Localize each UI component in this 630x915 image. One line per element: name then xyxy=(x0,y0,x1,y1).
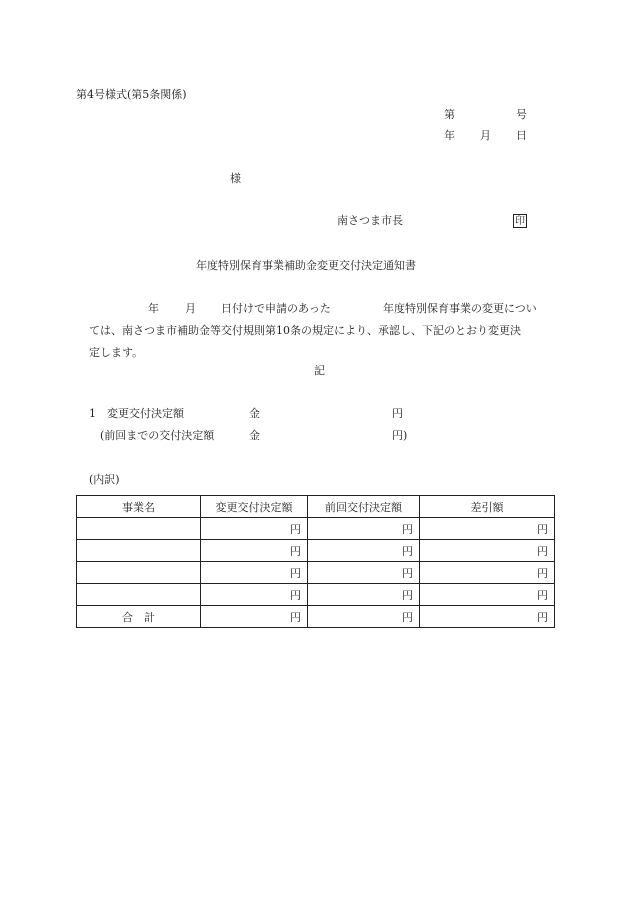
header-changed-amount: 変更交付決定額 xyxy=(201,496,308,518)
number-prefix: 第 xyxy=(444,108,455,121)
table-row xyxy=(77,540,555,562)
cell-difference: 円 xyxy=(420,540,555,562)
cell-changed-amount: 円 xyxy=(201,562,308,584)
cell-total-label: 合 計 xyxy=(77,606,201,628)
item1-label: 1 変更交付決定額 xyxy=(89,407,184,420)
body-line-2: ては、南さつま市補助金等交付規則第10条の規定により、承認し、下記のとおり変更決 xyxy=(89,324,521,337)
cell-previous-amount: 円 xyxy=(308,540,420,562)
cell-project-name xyxy=(77,518,201,540)
table-total-row xyxy=(77,606,555,628)
date-month: 月 xyxy=(480,129,491,142)
date-year: 年 xyxy=(444,129,455,142)
number-suffix: 号 xyxy=(516,108,527,121)
breakdown-label: (内訳) xyxy=(89,473,120,486)
cell-difference: 円 xyxy=(420,562,555,584)
cell-project-name xyxy=(77,540,201,562)
cell-previous-amount: 円 xyxy=(308,584,420,606)
issuer-name: 南さつま市長 xyxy=(337,214,403,227)
body-day-clause: 日付けで申請のあった xyxy=(221,302,331,315)
document-title: 年度特別保育事業補助金変更交付決定通知書 xyxy=(196,259,416,272)
cell-changed-amount: 円 xyxy=(201,518,308,540)
header-previous-amount: 前回交付決定額 xyxy=(308,496,420,518)
header-project-name: 事業名 xyxy=(77,496,201,518)
body-project-clause: 年度特別保育事業の変更につい xyxy=(383,302,537,315)
seal-stamp: 印 xyxy=(515,216,525,227)
breakdown-table xyxy=(76,495,555,628)
cell-previous-amount: 円 xyxy=(308,562,420,584)
ki-heading: 記 xyxy=(314,364,325,377)
item2-yen: 円) xyxy=(392,429,408,442)
header-difference: 差引額 xyxy=(420,496,555,518)
body-line-1 xyxy=(89,298,555,320)
item1-kin: 金 xyxy=(249,407,260,420)
cell-total-changed: 円 xyxy=(201,606,308,628)
addressee-suffix: 様 xyxy=(230,172,241,185)
body-year: 年 xyxy=(148,302,159,315)
item2-kin: 金 xyxy=(249,429,260,442)
table-row xyxy=(77,562,555,584)
cell-difference: 円 xyxy=(420,518,555,540)
cell-previous-amount: 円 xyxy=(308,518,420,540)
table-row xyxy=(77,518,555,540)
body-line-3: 定します。 xyxy=(89,346,144,359)
item2-label: (前回までの交付決定額 xyxy=(100,429,215,442)
cell-project-name xyxy=(77,584,201,606)
body-paragraph xyxy=(89,298,555,364)
cell-total-previous: 円 xyxy=(308,606,420,628)
date-day: 日 xyxy=(516,129,527,142)
table-header-row xyxy=(77,496,555,518)
item1-yen: 円 xyxy=(392,407,403,420)
form-id: 第4号様式(第5条関係) xyxy=(76,88,187,101)
cell-changed-amount: 円 xyxy=(201,584,308,606)
cell-difference: 円 xyxy=(420,584,555,606)
cell-total-difference: 円 xyxy=(420,606,555,628)
cell-project-name xyxy=(77,562,201,584)
cell-changed-amount: 円 xyxy=(201,540,308,562)
body-month: 月 xyxy=(185,302,196,315)
table-row xyxy=(77,584,555,606)
